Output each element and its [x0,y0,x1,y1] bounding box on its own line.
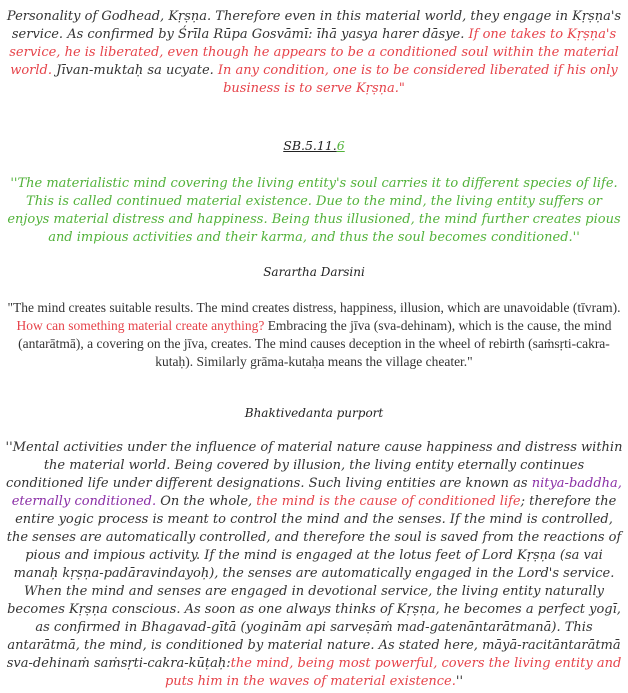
sarartha-heading: Sarartha Darsini [263,265,365,279]
purport-text-1: ''Mental activities under the influence of material nature cause happiness and distress within the material world. Being covered by illusion, the living entity eternally continues conditioned life under different designations. Such living entities are known as [5,440,623,491]
verse-reference-link[interactable]: SB.5.11. [283,138,337,153]
sarartha-paragraph [4,299,624,371]
purport-paragraph [4,439,624,691]
verse-translation: ''The materialistic mind covering the living entity's soul carries it to different species of life. This is called continued material existence. Due to the mind, the living entity suffers or enjoys material distress and happiness. Being thus illusioned, the mind further creates pious and impious activities and their karma, and thus the soul becomes conditioned.'' [7,176,621,245]
purport-highlight-mind-powerful: the mind, being most powerful, covers the living entity and puts him in the waves of material existence. [164,656,622,689]
sarartha-text-2: Embracing the jīva (sva-dehinam), which is the cause, the mind (antarātmā), a covering on the jīva, creates. The mind causes deception in the wheel of rebirth (saṁsṛti-cakra-kutaḥ). Similarly grāma-kutaḥa means the village cheater." [18,318,612,369]
intro-highlight-2: In any condition, one is to be considered liberated if his only business is to serve Kṛṣṇa." [213,63,618,96]
purport-text-end: '' [455,674,464,689]
intro-paragraph [4,8,624,98]
purport-text-3: ; therefore the entire yogic process is meant to control the mind and the senses. If the mind is controlled, the senses are automatically controlled, and therefore the soul is saved from the reactions of pious and impious activity. If the mind is engaged at the lotus feet of Lord Kṛṣṇa (sa vai manaḥ kṛṣṇa-padāravindayoḥ), the senses are automatically engaged in the Lord's service. When the mind and senses are engaged in devotional service, the living entity naturally becomes Kṛṣṇa conscious. As soon as one always thinks of Kṛṣṇa, he becomes a perfect yogī, as confirmed in Bhagavad-gītā (yoginām api sarveṣāṁ mad-gatenāntarātmanā). This antarātmā, the mind, is conditioned by material nature. As stated here, māyā-racitāntarātmā sva-dehinaṁ saṁsṛti-cakra-kūṭaḥ: [6,494,622,671]
purport-text-2: On the whole, [156,494,253,509]
verse-reference-number[interactable]: 6 [336,138,345,153]
purport-heading: Bhaktivedanta purport [244,406,384,420]
intro-highlight-1: If one takes to Kṛṣṇa's service, he is liberated, even though he appears to be a conditioned soul within the material world. [9,27,619,78]
sarartha-highlight: How can something material create anything? [16,318,265,333]
purport-highlight-mind-cause: the mind is the cause of conditioned life [252,494,521,509]
intro-text-2: Jīvan-muktaḥ sa ucyate. [52,63,214,78]
verse-reference [4,137,624,154]
intro-text-1: Personality of Godhead, Kṛṣṇa. Therefore even in this material world, they engage in Kṛṣṇa's service. As confirmed by Śrīla Rūpa Gosvāmī: īhā yasya harer dāsye. [6,9,622,42]
purport-highlight-nitya-baddha: nitya-baddha, eternally conditioned. [11,476,622,509]
sarartha-text-1: "The mind creates suitable results. The mind creates distress, happiness, illusion, which are unavoidable (tīvram). [7,300,621,315]
